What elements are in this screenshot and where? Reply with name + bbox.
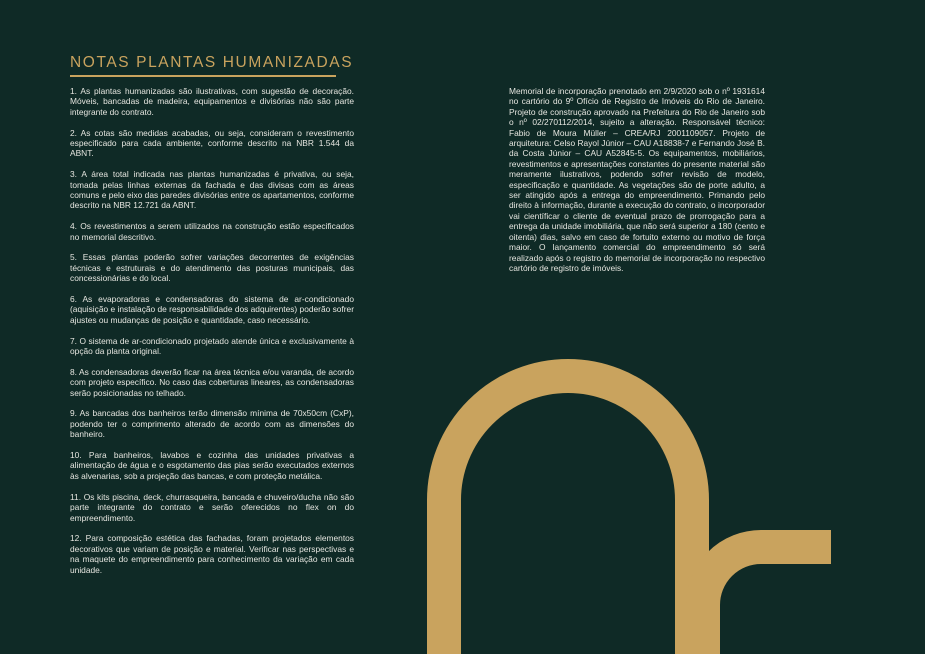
note-item: 7. O sistema de ar-condicionado projetado atende única e exclusivamente à opção da planta original. — [70, 335, 354, 357]
note-item: 9. As bancadas dos banheiros terão dimensão mínima de 70x50cm (CxP), podendo ter o comprimento alterado de acordo com as dimensões do banheiro. — [70, 408, 354, 440]
note-item: 1. As plantas humanizadas são ilustrativas, com sugestão de decoração. Móveis, bancadas de madeira, equipamentos e divisórias não são parte integrante do contrato. — [70, 86, 354, 117]
note-item: 6. As evaporadoras e condensadoras do sistema de ar-condicionado (aquisição e instalação de responsabilidade dos adquirentes) poderão sofrer ajustes ou mudanças de posição e quantidade, caso necessário. — [70, 294, 355, 325]
page-title: NOTAS PLANTAS HUMANIZADAS — [70, 54, 354, 71]
note-item: 11. Os kits piscina, deck, churrasqueira, bancada e chuveiro/ducha não são parte integrante do contrato e serão oferecidos no flex on do empreendimento. — [70, 491, 354, 523]
memorial-paragraph: Memorial de incorporação prenotado em 2/9/2020 sob o nº 1931614 no cartório do 9º Ofício de Registro de Imóveis do Rio de Janeiro. Projeto de construção aprovado na Prefeitura do Rio de Janeiro sob o nº 02/270112/2014, sujeito a alteração. Responsável técnico: Fabio de Moura Müller – CREA/RJ 2001109057. Projeto de arquitetura: Celso Rayol Júnior – CAU A18838-7 e Fernando José B. da Costa Júnior – CAU A52845-5. Os equipamentos, mobiliários, revestimentos e apresentações constantes do presente material são meramente ilustrativos, podendo sofrer revisão de modelo, especificação e quantidade. As vegetações são de porte adulto, a ser atingido após a entrega do empreendimento. Primando pelo direito à informação, durante a execução do contrato, o incorporador vai científicar o cliente de eventual prazo de prorrogação para a entrega da unidade imobiliária, que não será superior a 180 (cento e oitenta) dias, salvo em caso de fortuito externo ou motivo de força maior. O lançamento comercial do empreendimento só será realizado após o registro do memorial de incorporação no respectivo cartório de registro de imóveis. — [509, 86, 765, 273]
notes-column — [70, 86, 354, 585]
title-underline — [70, 75, 336, 77]
note-item: 4. Os revestimentos a serem utilizados na construção estão especificados no memorial descritivo. — [70, 221, 354, 242]
note-item: 12. Para composição estética das fachadas, foram projetados elementos decorativos que variam de posição e material. Verificar nas perspectivas e na maquete do empreendimento para conhecimento da variação em cada unidade. — [70, 533, 354, 575]
note-item: 2. As cotas são medidas acabadas, ou seja, consideram o revestimento especificado para cada ambiente, conforme descrito na NBR 1.544 da ABNT. — [70, 127, 354, 159]
note-item: 8. As condensadoras deverão ficar na área técnica e/ou varanda, de acordo com projeto específico. No caso das coberturas lineares, as condensadoras serão posicionadas no telhado. — [70, 366, 354, 398]
note-item: 3. A área total indicada nas plantas humanizadas é privativa, ou seja, tomada pelas linhas externas da fachada e das divisas com as áreas comuns e pelo eixo das paredes divisórias entre os apartamentos, conforme descrito na NBR 12.721 da ABNT. — [70, 169, 354, 211]
note-item: 10. Para banheiros, lavabos e cozinha das unidades privativas a alimentação de água e o esgotamento das pias serão executados externos às alvenarias, sob a projeção das bancas, e com proteção metálica. — [70, 450, 354, 481]
note-item: 5. Essas plantas poderão sofrer variações decorrentes de exigências técnicas e estruturais e do atendimento das posturas municipais, das concessionárias e do local. — [70, 252, 354, 284]
